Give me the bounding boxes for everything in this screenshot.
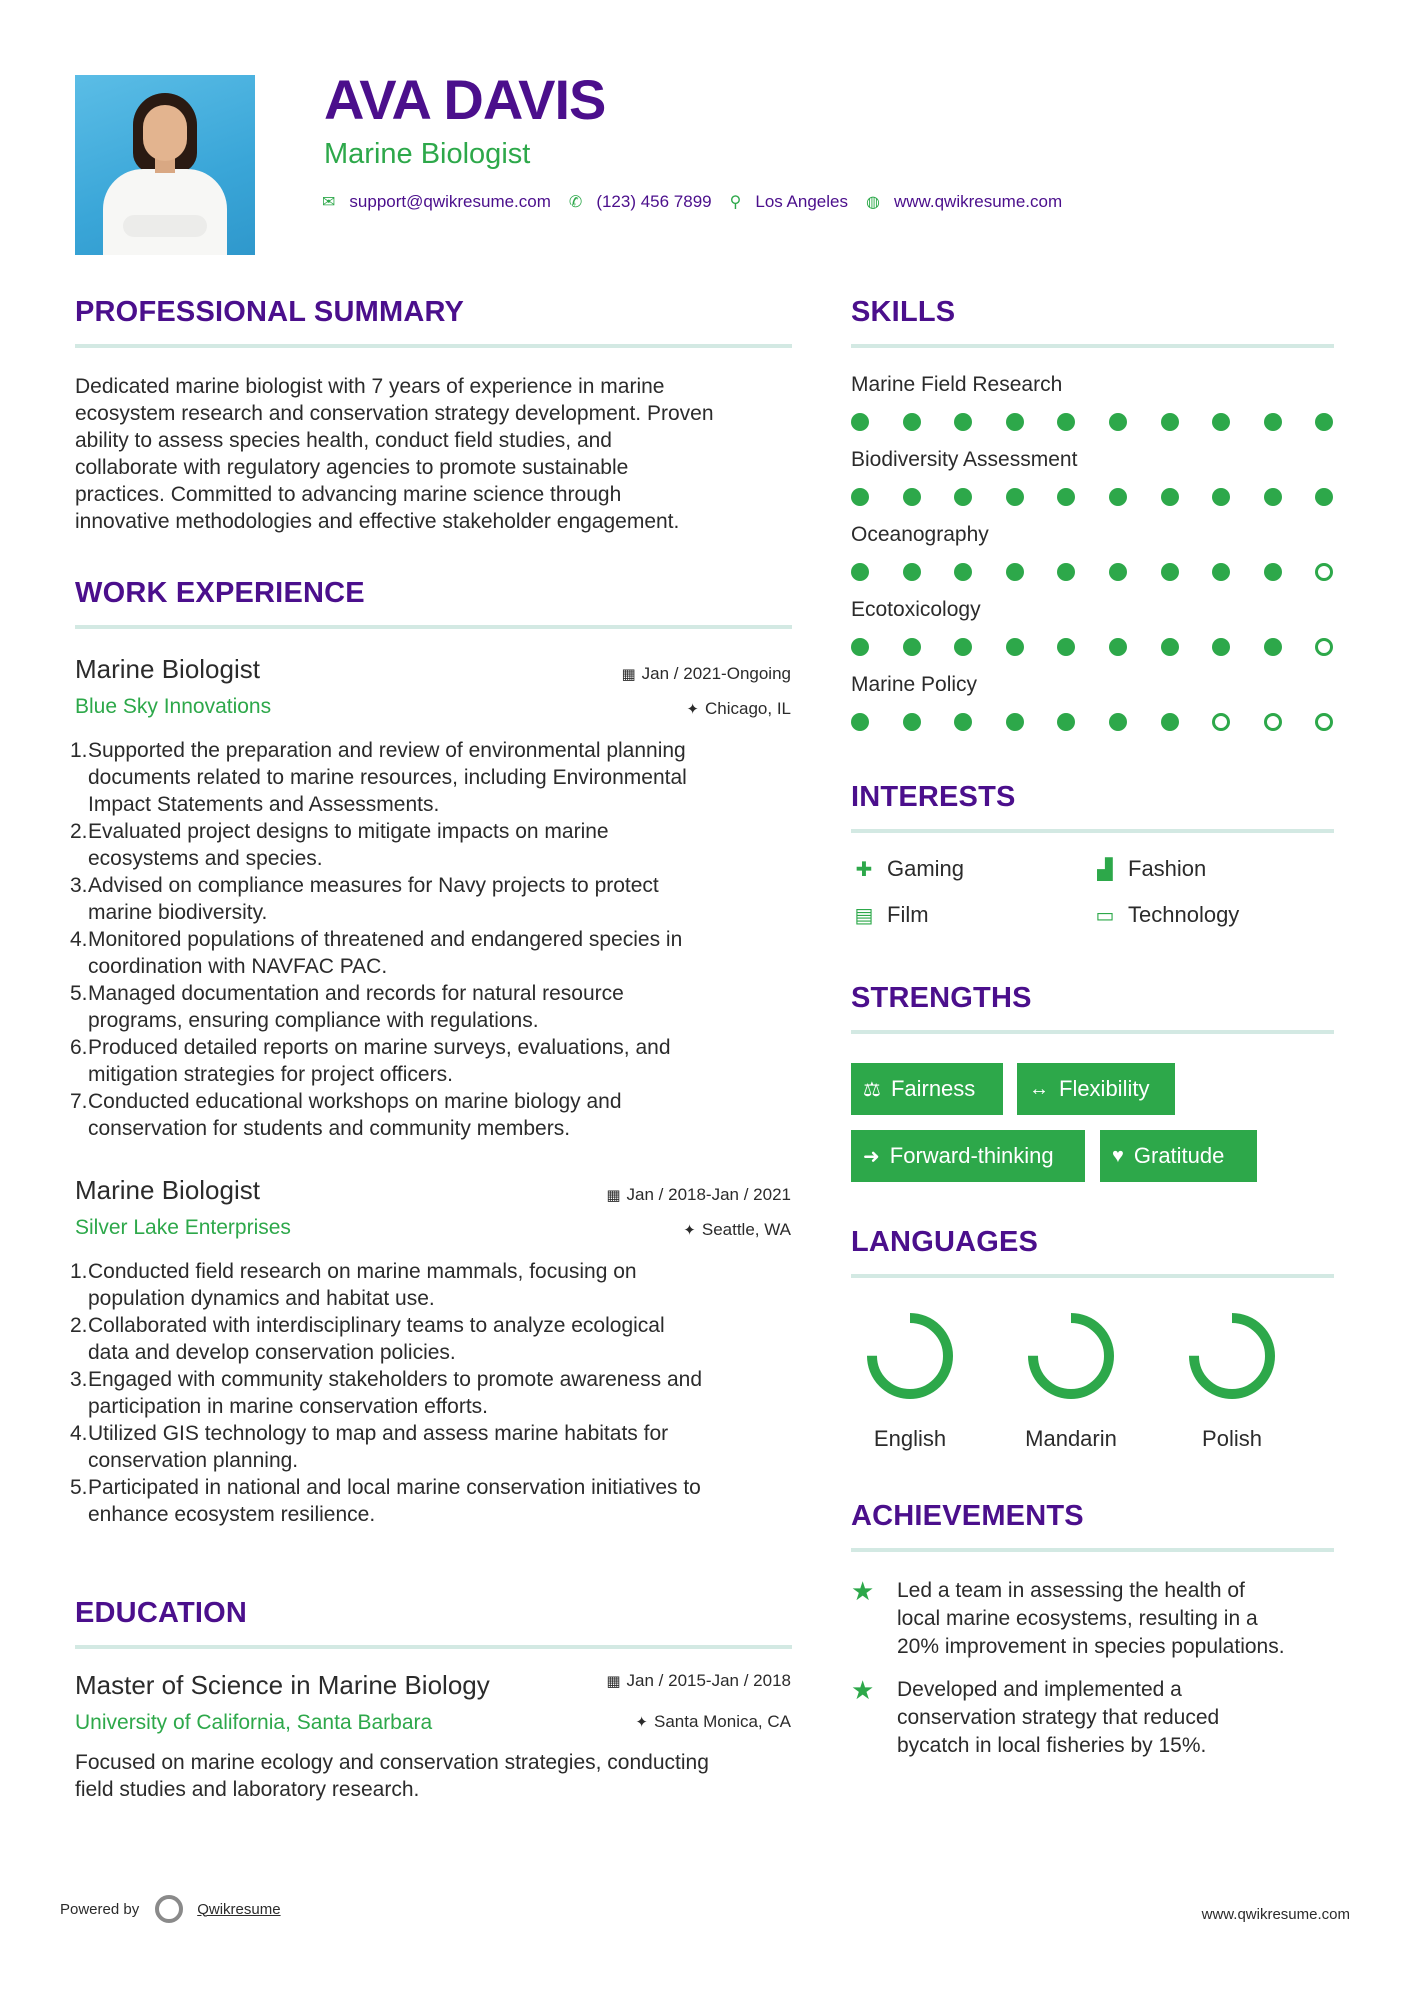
gamepad-icon: ✚	[855, 858, 873, 881]
work-heading: WORK EXPERIENCE	[75, 577, 365, 609]
skill-dot-filled	[1057, 638, 1075, 656]
skill-dot-filled	[903, 563, 921, 581]
skill-dot-empty	[1315, 713, 1333, 731]
summary-text: Dedicated marine biologist with 7 years of experience in marine ecosystem research and conservation strategy development. Proven ability to assess species health, conduct field studies, and collaborate with regulatory agencies to promote sustainable practices. Committed to advancing marine science through innovative methodologies and effective stakeholder engagement.	[75, 375, 714, 533]
language-level-arc	[1194, 1318, 1270, 1394]
language-level-ring	[860, 1306, 960, 1406]
skill-name: Marine Field Research	[851, 373, 1063, 396]
skill-dot-filled	[851, 488, 869, 506]
list-item: 1. Conducted field research on marine mammals, focusing on population dynamics and habitat use.	[70, 1260, 637, 1310]
languages-divider	[851, 1274, 1334, 1278]
arrow-right-icon: ➜	[863, 1145, 880, 1168]
skill-dot-filled	[1315, 488, 1333, 506]
skill-dot-filled	[903, 713, 921, 731]
education-location: ✦ Santa Monica, CA	[635, 1712, 791, 1731]
skill-dot-empty	[1315, 638, 1333, 656]
skill-dot-filled	[851, 713, 869, 731]
qwikresume-link[interactable]: Qwikresume	[197, 1900, 281, 1918]
star-badge-icon: ★	[851, 1675, 875, 1705]
skill-dot-filled	[851, 638, 869, 656]
skill-dot-filled	[1006, 413, 1024, 431]
candidate-role: Marine Biologist	[324, 138, 531, 170]
language-level-ring	[1182, 1306, 1282, 1406]
skill-dot-filled	[851, 563, 869, 581]
skill-dot-filled	[1212, 413, 1230, 431]
list-item: 4. Monitored populations of threatened and endangered species in coordination with NAVFAC PAC.	[70, 928, 683, 978]
skill-dot-filled	[1264, 413, 1282, 431]
list-item: 2. Collaborated with interdisciplinary teams to analyze ecological data and develop conservation policies.	[70, 1314, 665, 1364]
language-item	[1001, 1306, 1141, 1452]
skill-name: Marine Policy	[851, 673, 978, 696]
profile-photo	[75, 75, 255, 255]
job-title: Marine Biologist	[75, 654, 260, 684]
balance-scale-icon: ⚖	[863, 1078, 881, 1101]
language-name: English	[873, 1426, 947, 1451]
language-level-arc	[1033, 1318, 1109, 1394]
language-item	[1162, 1306, 1302, 1452]
strength-gratitude: ♥ Gratitude	[1100, 1130, 1257, 1182]
skill-dot-filled	[954, 563, 972, 581]
skill-dot-filled	[1212, 563, 1230, 581]
interest-film: ▤ Film	[851, 902, 929, 928]
skill-name: Ecotoxicology	[851, 598, 981, 621]
location-pin-icon: ⚲	[729, 194, 742, 211]
list-item: 5. Participated in national and local marine conservation initiatives to enhance ecosystem resilience.	[70, 1476, 701, 1526]
candidate-name: AVA DAVIS	[324, 68, 606, 131]
languages-heading: LANGUAGES	[851, 1226, 1039, 1258]
language-name: Mandarin	[1025, 1426, 1117, 1451]
achievement-item: ★ Developed and implemented a conservation strategy that reduced bycatch in local fisheries by 15%.	[851, 1675, 1220, 1757]
skill-dot-filled	[1006, 638, 1024, 656]
email-icon: ✉	[322, 194, 336, 211]
work-divider	[75, 625, 792, 629]
skill-dot-filled	[903, 413, 921, 431]
language-item	[840, 1306, 980, 1452]
skill-dot-filled	[1161, 563, 1179, 581]
education-description: Focused on marine ecology and conservation strategies, conducting field studies and laboratory research.	[75, 1751, 709, 1801]
language-name: Polish	[1202, 1426, 1262, 1451]
interest-gaming: ✚ Gaming	[851, 856, 964, 882]
list-item: 2. Evaluated project designs to mitigate impacts on marine ecosystems and species.	[70, 820, 609, 870]
achievement-item: ★ Led a team in assessing the health of local marine ecosystems, resulting in a 20% improvement in species populations.	[851, 1576, 1285, 1658]
skill-dot-filled	[1264, 638, 1282, 656]
location-text: Los Angeles	[755, 192, 848, 211]
summary-divider	[75, 344, 792, 348]
skill-rating	[851, 563, 1326, 583]
language-level-arc	[872, 1318, 948, 1394]
calendar-icon: ▦	[606, 1673, 621, 1690]
skill-rating	[851, 713, 1326, 733]
skills-divider	[851, 344, 1334, 348]
film-icon: ▤	[854, 904, 874, 927]
footer-powered-by: Powered by Qwikresume	[60, 1895, 281, 1923]
skill-dot-filled	[954, 488, 972, 506]
interest-fashion: ▟ Fashion	[1092, 856, 1206, 882]
school-name: University of California, Santa Barbara	[75, 1711, 433, 1734]
list-item: 7. Conducted educational workshops on marine biology and conservation for students and community members.	[70, 1090, 622, 1140]
language-level-ring	[1021, 1306, 1121, 1406]
laptop-icon: ▭	[1095, 904, 1115, 927]
skill-name: Oceanography	[851, 523, 989, 546]
globe-icon: ◍	[866, 194, 880, 211]
job-date: ▦ Jan / 2018-Jan / 2021	[606, 1185, 791, 1204]
job-location: ✦ Chicago, IL	[686, 699, 791, 718]
skill-rating	[851, 488, 1326, 508]
skills-heading: SKILLS	[851, 296, 956, 328]
skill-dot-filled	[1057, 563, 1075, 581]
skill-dot-empty	[1212, 713, 1230, 731]
degree-title: Master of Science in Marine Biology	[75, 1670, 490, 1700]
job-title: Marine Biologist	[75, 1175, 260, 1205]
skill-dot-filled	[851, 413, 869, 431]
skill-dot-empty	[1264, 713, 1282, 731]
skill-dot-filled	[1161, 413, 1179, 431]
contact-bar	[322, 192, 1080, 212]
education-heading: EDUCATION	[75, 1597, 248, 1629]
list-item: 6. Produced detailed reports on marine surveys, evaluations, and mitigation strategies for project officers.	[70, 1036, 671, 1086]
skill-dot-filled	[903, 488, 921, 506]
strength-fairness: ⚖ Fairness	[851, 1063, 1003, 1115]
skill-dot-filled	[1006, 488, 1024, 506]
calendar-icon: ▦	[606, 1187, 621, 1204]
skill-dot-filled	[1212, 488, 1230, 506]
skill-dot-filled	[1161, 488, 1179, 506]
education-divider	[75, 1645, 792, 1649]
job-location: ✦ Seattle, WA	[683, 1220, 791, 1239]
interests-heading: INTERESTS	[851, 781, 1016, 813]
skill-dot-filled	[954, 713, 972, 731]
interest-technology: ▭ Technology	[1092, 902, 1239, 928]
skill-dot-filled	[1057, 413, 1075, 431]
phone-icon: ✆	[568, 194, 583, 211]
skill-dot-empty	[1315, 563, 1333, 581]
phone-text: (123) 456 7899	[596, 192, 712, 211]
skill-dot-filled	[954, 638, 972, 656]
list-item: 3. Engaged with community stakeholders to promote awareness and participation in marine conservation efforts.	[70, 1368, 703, 1418]
skill-dot-filled	[1264, 488, 1282, 506]
skill-dot-filled	[1006, 713, 1024, 731]
job-duties-list	[70, 737, 800, 1142]
summary-heading: PROFESSIONAL SUMMARY	[75, 296, 465, 328]
skill-dot-filled	[1057, 713, 1075, 731]
skill-dot-filled	[954, 413, 972, 431]
strength-flexibility: ↔ Flexibility	[1017, 1063, 1175, 1115]
skill-dot-filled	[1057, 488, 1075, 506]
skill-dot-filled	[1109, 413, 1127, 431]
achievements-divider	[851, 1548, 1334, 1552]
skill-dot-filled	[1161, 638, 1179, 656]
star-badge-icon: ★	[851, 1576, 875, 1606]
strengths-heading: STRENGTHS	[851, 982, 1032, 1014]
pushpin-icon: ✦	[686, 701, 699, 718]
skill-dot-filled	[1109, 638, 1127, 656]
qwikresume-logo-icon	[155, 1895, 183, 1923]
skill-dot-filled	[1264, 563, 1282, 581]
heart-icon: ♥	[1112, 1144, 1124, 1167]
skill-dot-filled	[903, 638, 921, 656]
skill-rating	[851, 638, 1326, 658]
job-duties-list	[70, 1258, 800, 1528]
achievements-heading: ACHIEVEMENTS	[851, 1500, 1084, 1532]
job-date: ▦ Jan / 2021-Ongoing	[621, 664, 791, 683]
company-name: Silver Lake Enterprises	[75, 1216, 291, 1239]
arrows-horizontal-icon: ↔	[1029, 1077, 1049, 1100]
footer-site-link[interactable]: www.qwikresume.com	[1201, 1906, 1350, 1923]
skill-dot-filled	[1315, 413, 1333, 431]
list-item: 4. Utilized GIS technology to map and assess marine habitats for conservation planning.	[70, 1422, 669, 1472]
calendar-icon: ▦	[621, 666, 636, 683]
skill-dot-filled	[1109, 563, 1127, 581]
pushpin-icon: ✦	[635, 1714, 648, 1731]
email-link[interactable]: support@qwikresume.com	[349, 192, 551, 211]
strengths-divider	[851, 1030, 1334, 1034]
list-item: 3. Advised on compliance measures for Navy projects to protect marine biodiversity.	[70, 874, 659, 924]
website-link[interactable]: www.qwikresume.com	[893, 192, 1063, 211]
list-item: 5. Managed documentation and records for natural resource programs, ensuring compliance with regulations.	[70, 982, 624, 1032]
pushpin-icon: ✦	[683, 1222, 696, 1239]
interests-divider	[851, 829, 1334, 833]
list-item: 1. Supported the preparation and review of environmental planning documents related to marine resources, including Environmental Impact Statements and Assessments.	[70, 739, 687, 816]
company-name: Blue Sky Innovations	[75, 695, 272, 718]
strength-forward-thinking: ➜ Forward-thinking	[851, 1130, 1085, 1182]
education-date: ▦ Jan / 2015-Jan / 2018	[606, 1671, 791, 1690]
skill-dot-filled	[1109, 488, 1127, 506]
shopping-bag-icon: ▟	[1097, 858, 1113, 881]
skill-dot-filled	[1006, 563, 1024, 581]
skill-dot-filled	[1161, 713, 1179, 731]
skill-dot-filled	[1212, 638, 1230, 656]
skill-dot-filled	[1109, 713, 1127, 731]
skill-name: Biodiversity Assessment	[851, 448, 1078, 471]
skill-rating	[851, 413, 1326, 433]
